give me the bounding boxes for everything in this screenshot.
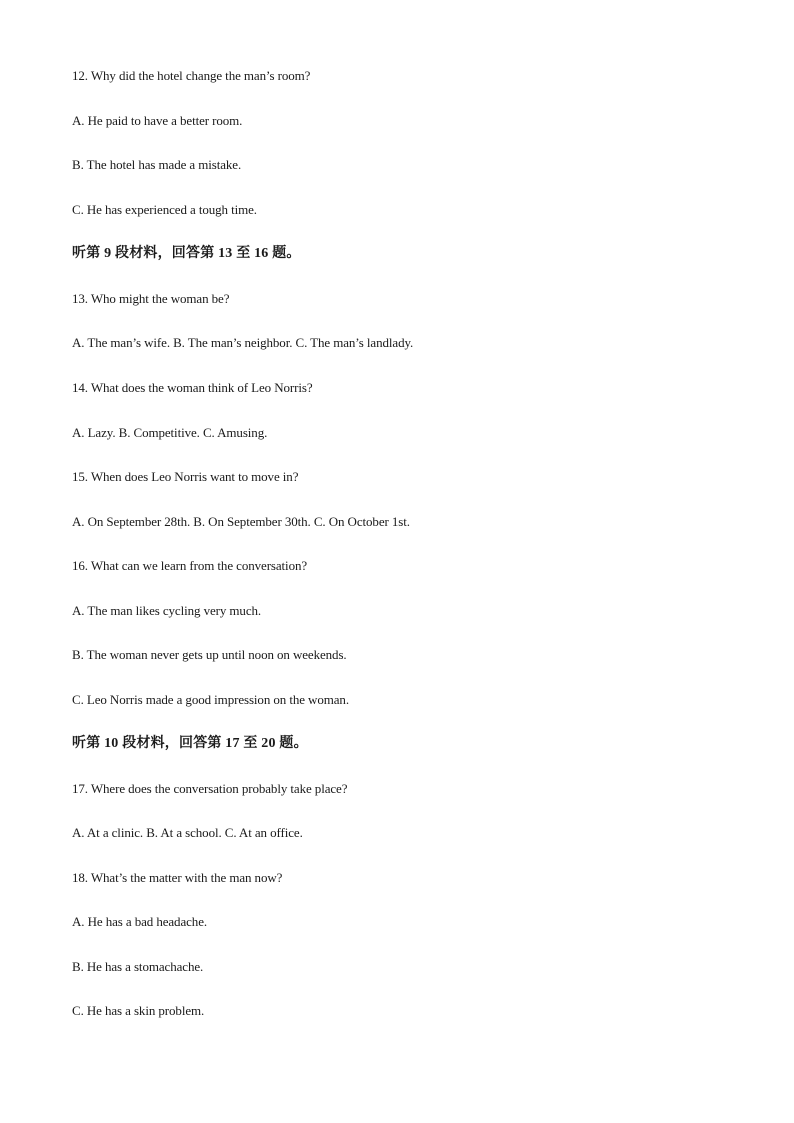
question-13-options: A. The man’s wife. B. The man’s neighbor. C. The man’s landlady. xyxy=(72,335,414,350)
section-heading-9: 听第 9 段材料，回答第 13 至 16 题。 xyxy=(72,246,301,261)
question-15: 15. When does Leo Norris want to move in? xyxy=(72,469,299,484)
question-12: 12. Why did the hotel change the man’s room? xyxy=(72,68,311,83)
question-18-option-c: C. He has a skin problem. xyxy=(72,1003,205,1018)
question-16-option-c: C. Leo Norris made a good impression on the woman. xyxy=(72,692,349,707)
question-17-options: A. At a clinic. B. At a school. C. At an office. xyxy=(72,825,303,840)
question-18-option-a: A. He has a bad headache. xyxy=(72,914,208,929)
question-18: 18. What’s the matter with the man now? xyxy=(72,870,283,885)
section-heading-10: 听第 10 段材料，回答第 17 至 20 题。 xyxy=(72,736,308,751)
question-16-option-b: B. The woman never gets up until noon on weekends. xyxy=(72,647,347,662)
question-18-option-b: B. He has a stomachache. xyxy=(72,959,204,974)
question-16: 16. What can we learn from the conversation? xyxy=(72,558,308,573)
question-17: 17. Where does the conversation probably take place? xyxy=(72,781,348,796)
question-12-option-b: B. The hotel has made a mistake. xyxy=(72,157,242,172)
question-12-option-c: C. He has experienced a tough time. xyxy=(72,202,257,217)
question-15-options: A. On September 28th. B. On September 30th. C. On October 1st. xyxy=(72,514,410,529)
question-14-options: A. Lazy. B. Competitive. C. Amusing. xyxy=(72,425,268,440)
question-13: 13. Who might the woman be? xyxy=(72,291,230,306)
question-14: 14. What does the woman think of Leo Norris? xyxy=(72,380,313,395)
question-16-option-a: A. The man likes cycling very much. xyxy=(72,603,262,618)
question-12-option-a: A. He paid to have a better room. xyxy=(72,113,243,128)
